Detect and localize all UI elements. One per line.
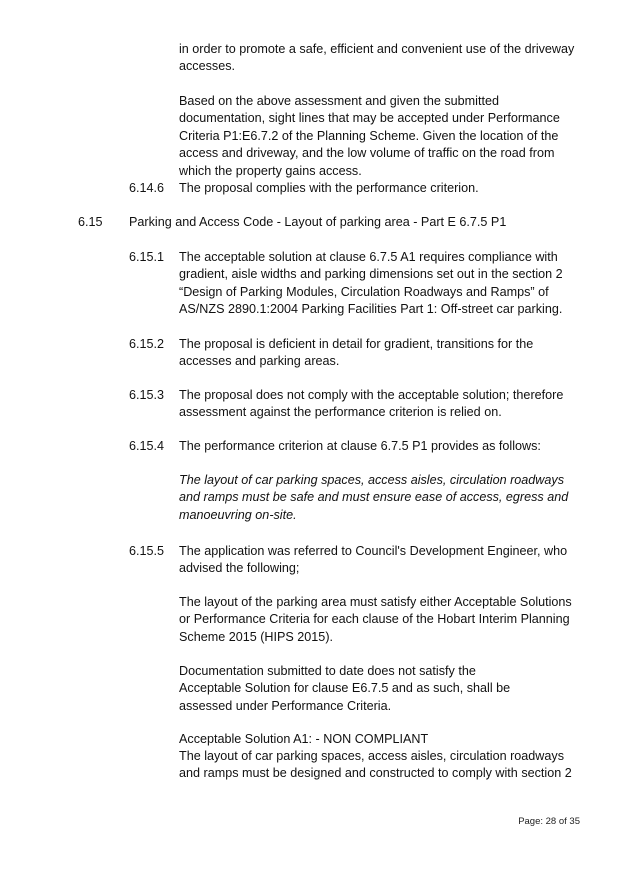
page-number: Page: 28 of 35 xyxy=(518,816,580,827)
clause-text: The acceptable solution at clause 6.7.5 A1 requires compliance with gradient, aisle widths and parking dimensions set out in the section 2 “Design of Parking Modules, Circulation Roadways and Ramps” of AS/NZS 2890.1:2004 Parking Facilities Part 1: Off-street car parking. xyxy=(179,250,563,317)
paragraph-continuation: in order to promote a safe, efficient and convenient use of the driveway accesses. xyxy=(179,42,575,74)
engineer-advice-paragraph: The layout of the parking area must satisfy either Acceptable Solutions or Performance Criteria for each clause of the Hobart Interim Planning Scheme 2015 (HIPS 2015). xyxy=(179,595,572,644)
clause-number: 6.15.3 xyxy=(129,388,165,402)
paragraph-assessment: Based on the above assessment and given the submitted documentation, sight lines that may be accepted under Performance Criteria P1:E6.7.2 of the Planning Scheme. Given the location of the access and driveway, and the low volume of traffic on the road from which the property gains access. xyxy=(179,94,560,178)
clause-text: The application was referred to Council's Development Engineer, who advised the following; xyxy=(179,544,568,576)
clause-number: 6.15.4 xyxy=(129,439,165,453)
acceptable-solution-heading: Acceptable Solution A1: - NON COMPLIANT xyxy=(179,732,429,746)
performance-criterion-quote: The layout of car parking spaces, access aisles, circulation roadways and ramps must be safe and must ensure ease of access, egress and manoeuvring on-site. xyxy=(179,473,569,522)
acceptable-solution-text: The layout of car parking spaces, access aisles, circulation roadways and ramps must be designed and constructed to comply with section 2 xyxy=(179,749,572,781)
clause-number: 6.15.5 xyxy=(129,544,165,558)
clause-number: 6.14.6 xyxy=(129,181,165,195)
clause-text: The proposal does not comply with the acceptable solution; therefore assessment against the performance criterion is relied on. xyxy=(179,388,564,420)
engineer-advice-paragraph: Documentation submitted to date does not satisfy the Acceptable Solution for clause E6.7.5 and as such, shall be assessed under Performance Criteria. xyxy=(179,664,511,713)
section-heading: Parking and Access Code - Layout of parking area - Part E 6.7.5 P1 xyxy=(129,215,507,229)
clause-text: The proposal complies with the performance criterion. xyxy=(179,181,479,195)
section-number: 6.15 xyxy=(78,215,103,229)
clause-number: 6.15.2 xyxy=(129,337,165,351)
clause-text: The proposal is deficient in detail for gradient, transitions for the accesses and parking areas. xyxy=(179,337,534,369)
clause-number: 6.15.1 xyxy=(129,250,165,264)
clause-text: The performance criterion at clause 6.7.5 P1 provides as follows: xyxy=(179,439,541,453)
